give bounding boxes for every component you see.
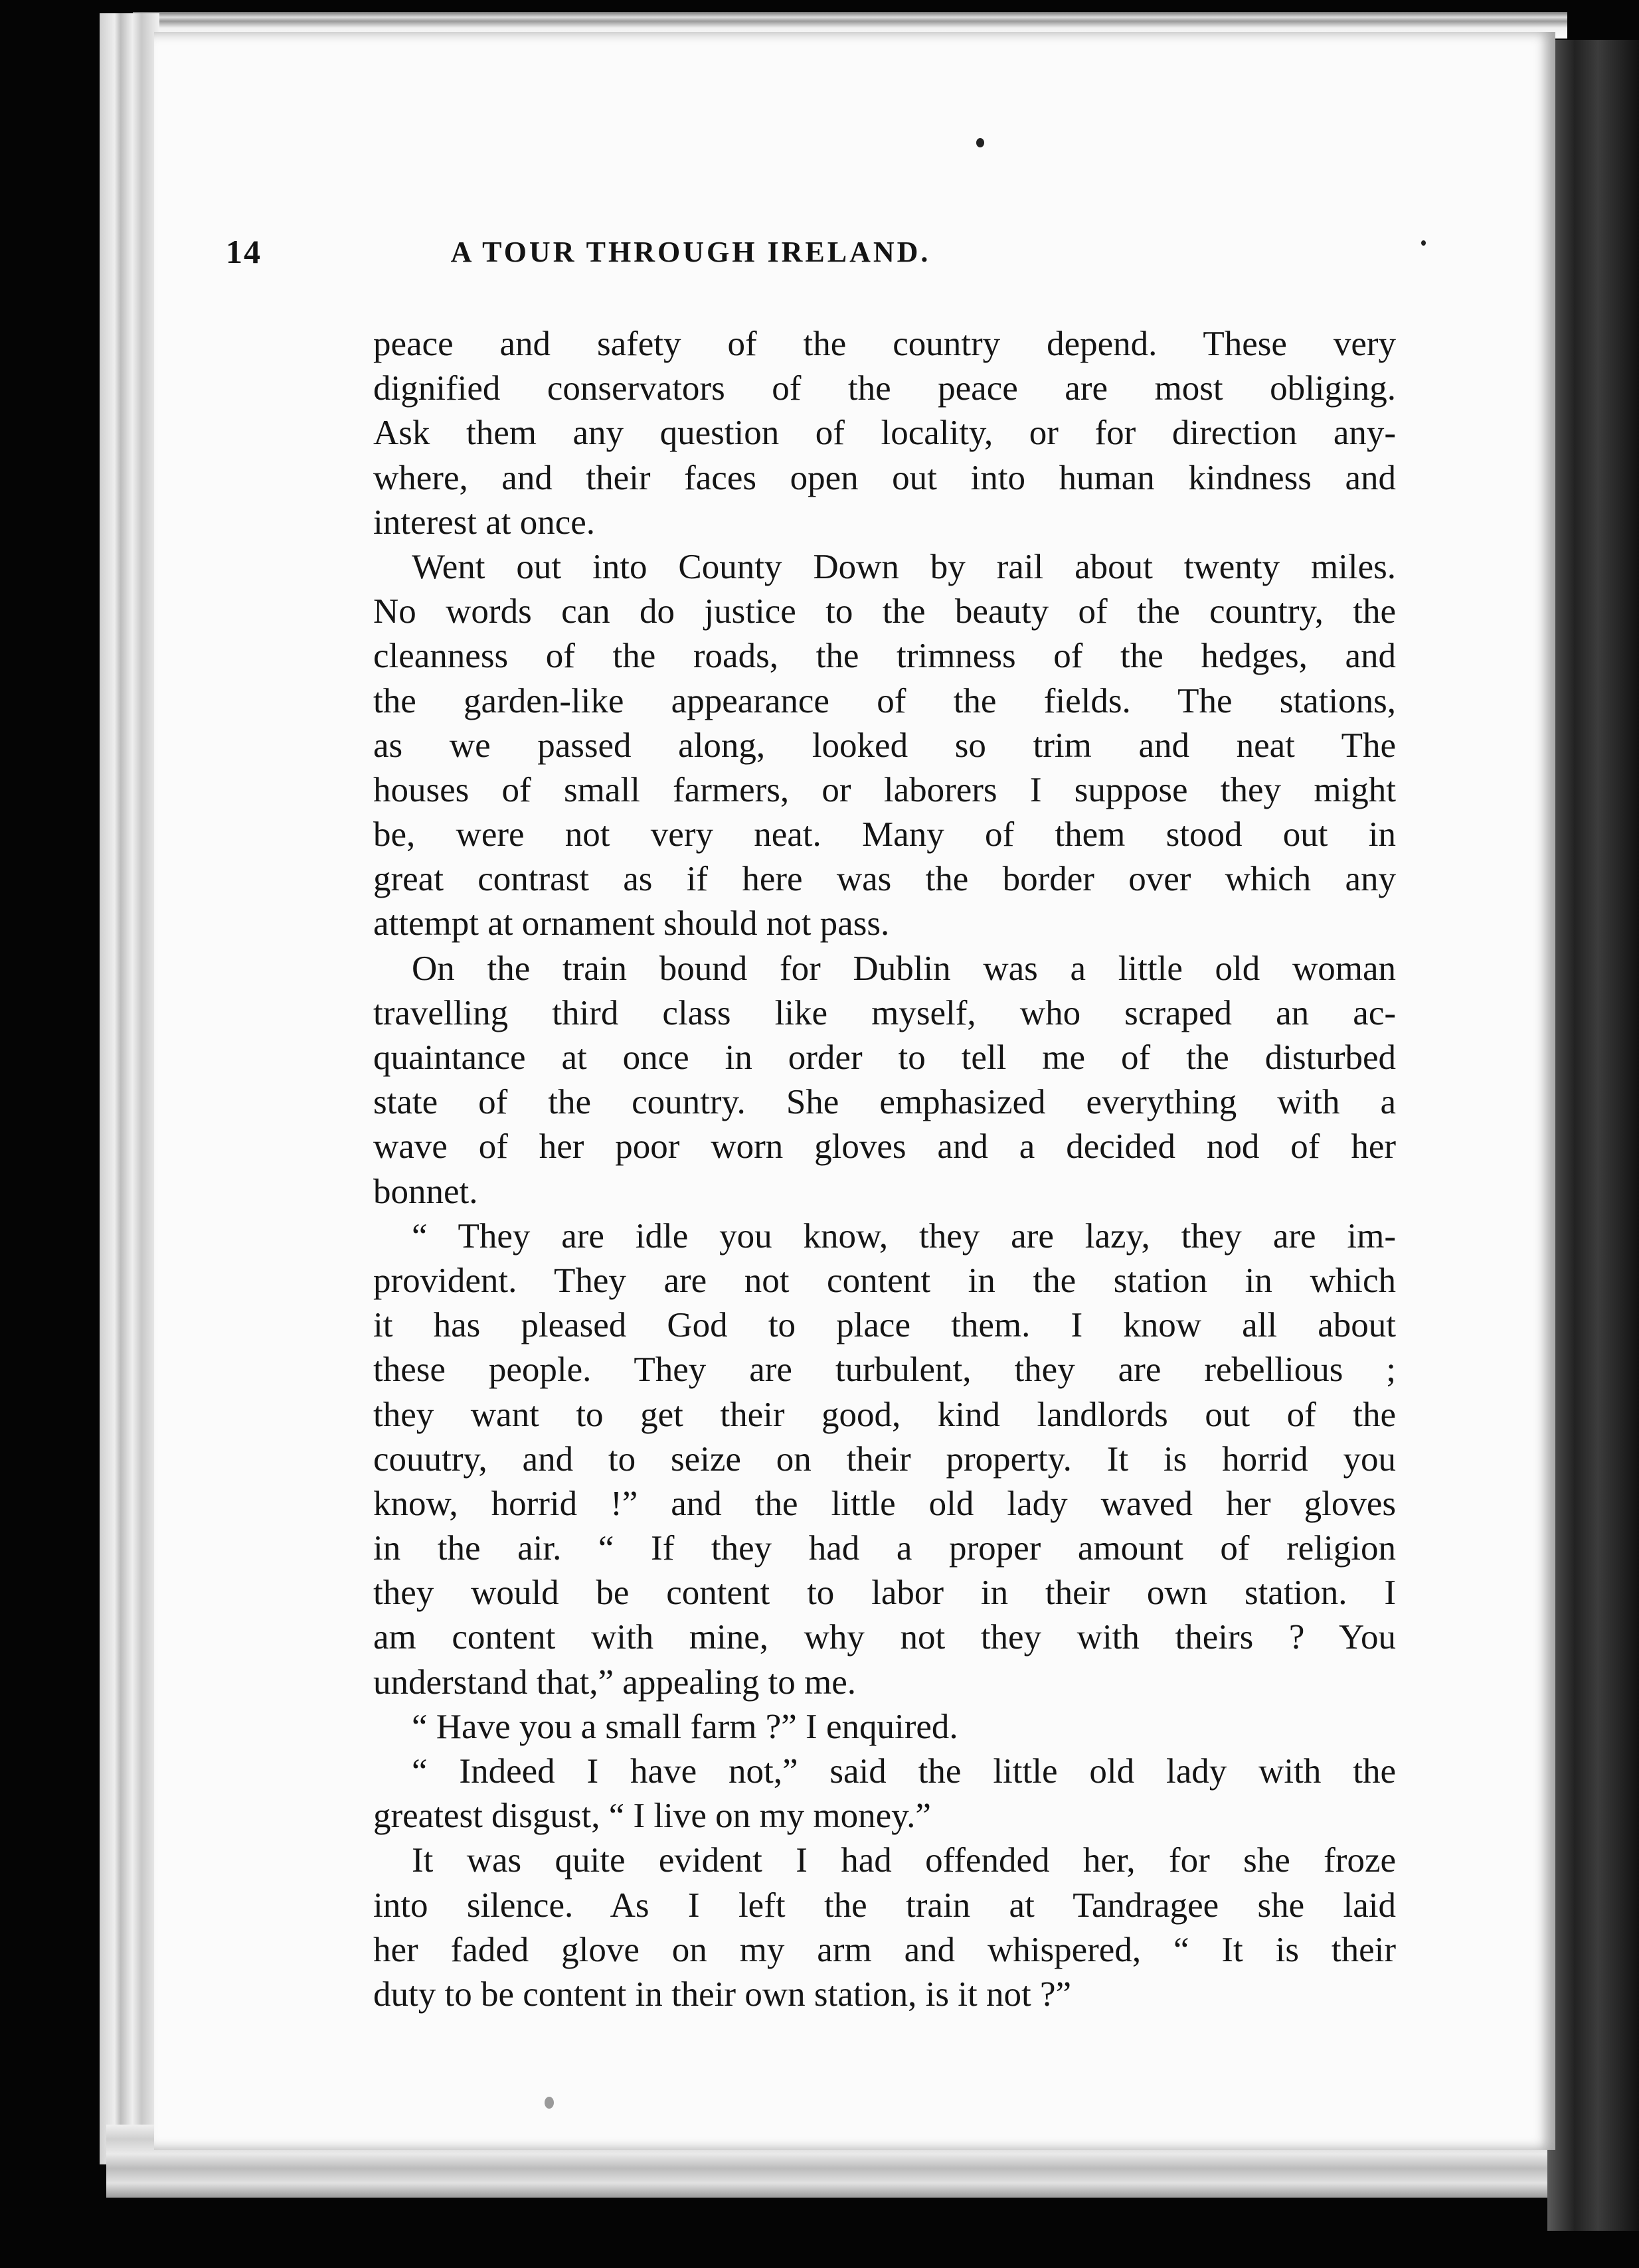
ink-speck	[976, 138, 984, 147]
ink-speck	[545, 2097, 554, 2109]
text-line: greatest disgust, “ I live on my money.”	[373, 1797, 931, 1836]
text-line: interest at once.	[373, 503, 596, 542]
text-line: Went out into County Down by rail about twenty miles.	[412, 547, 1396, 586]
page-number: 14	[226, 233, 262, 270]
text-line: where, and their faces open out into human kindness and	[373, 458, 1396, 497]
text-line: attempt at ornament should not pass.	[373, 904, 890, 943]
paragraph	[373, 1838, 1396, 2017]
text-line: “ Indeed I have not,” said the little old lady with the	[412, 1752, 1396, 1791]
text-line: bonnet.	[373, 1172, 478, 1211]
body-text	[373, 322, 1396, 2017]
running-title: A TOUR THROUGH IRELAND.	[450, 236, 931, 268]
paragraph	[373, 1705, 1396, 1749]
ink-speck	[1421, 240, 1426, 246]
text-line: be, were not very neat. Many of them stood out in	[373, 815, 1396, 854]
text-line: into silence. As I left the train at Tandragee she laid	[373, 1886, 1396, 1925]
text-line: “ They are idle you know, they are lazy, they are im-	[412, 1216, 1396, 1256]
text-line: the garden-like appearance of the fields. The stations,	[373, 681, 1396, 720]
text-line: state of the country. She emphasized everything with a	[373, 1083, 1396, 1122]
page-stack-left-edge	[100, 13, 159, 2164]
text-line: know, horrid !” and the little old lady waved her gloves	[373, 1484, 1396, 1523]
text-line: couutry, and to seize on their property. It is horrid you	[373, 1439, 1396, 1479]
text-line: It was quite evident I had offended her, for she froze	[412, 1841, 1396, 1880]
paragraph	[373, 545, 1396, 947]
paragraph	[373, 1749, 1396, 1838]
text-line: wave of her poor worn gloves and a decided nod of her	[373, 1127, 1396, 1167]
paragraph	[373, 322, 1396, 545]
text-line: Ask them any question of locality, or for direction any-	[373, 414, 1396, 453]
text-line: quaintance at once in order to tell me of the disturbed	[373, 1038, 1396, 1077]
book-spine-shadow	[1547, 40, 1639, 2231]
text-line: No words can do justice to the beauty of the country, the	[373, 592, 1396, 631]
text-line: these people. They are turbulent, they are rebellious ;	[373, 1350, 1396, 1390]
text-line: duty to be content in their own station, is it not ?”	[373, 1975, 1071, 2014]
text-line: it has pleased God to place them. I know all about	[373, 1306, 1396, 1345]
text-line: peace and safety of the country depend. These very	[373, 325, 1396, 363]
text-line: travelling third class like myself, who scraped an ac-	[373, 993, 1396, 1032]
running-header	[226, 232, 1156, 285]
text-line: they would be content to labor in their own station. I	[373, 1574, 1396, 1613]
text-line: “ Have you a small farm ?” I enquired.	[412, 1707, 958, 1746]
text-line: understand that,” appealing to me.	[373, 1662, 857, 1702]
text-line: great contrast as if here was the border over which any	[373, 860, 1396, 899]
paragraph	[373, 947, 1396, 1214]
text-line: am content with mine, why not they with theirs ? You	[373, 1618, 1396, 1657]
text-line: they want to get their good, kind landlords out of the	[373, 1395, 1396, 1434]
paragraph	[373, 1214, 1396, 1705]
text-line: houses of small farmers, or laborers I suppose they might	[373, 770, 1396, 809]
text-line: provident. They are not content in the station in which	[373, 1261, 1396, 1300]
text-line: cleanness of the roads, the trimness of the hedges, and	[373, 637, 1396, 676]
text-line: in the air. “ If they had a proper amount of religion	[373, 1529, 1396, 1568]
text-line: On the train bound for Dublin was a little old woman	[412, 949, 1396, 988]
text-line: dignified conservators of the peace are most obliging.	[373, 369, 1396, 408]
text-line: her faded glove on my arm and whispered, “ It is their	[373, 1930, 1396, 1969]
text-line: as we passed along, looked so trim and neat The	[373, 726, 1396, 765]
